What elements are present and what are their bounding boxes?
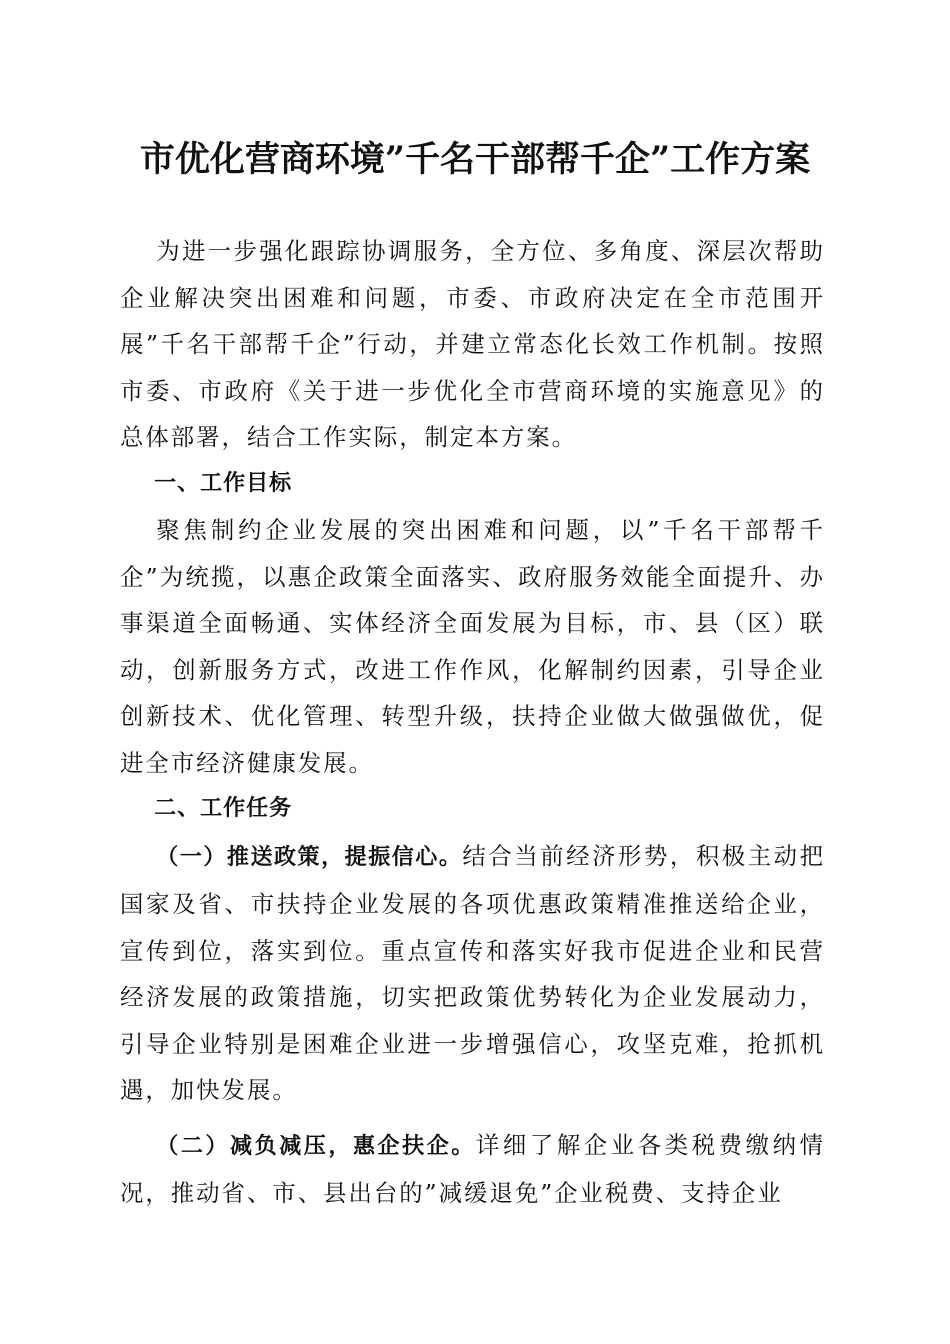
task-item-1-lead: （一）推送政策，提振信心。 — [156, 844, 463, 870]
task-item-2 — [120, 1122, 825, 1217]
document-body — [120, 228, 825, 1217]
task-item-2-text: 详细了解企业各类税费缴纳情况，推动省、市、县出台的”减缓退免”企业税费、支持企业 — [120, 1130, 825, 1207]
task-item-1 — [120, 833, 825, 1114]
section-heading-goals: 一、工作目标 — [154, 470, 293, 496]
section-heading-tasks: 二、工作任务 — [154, 796, 293, 821]
goals-paragraph: 聚焦制约企业发展的突出困难和问题，以”千名干部帮千企”为统揽，以惠企政策全面落实、政府服务效能全面提升、办事渠道全面畅通、实体经济全面发展为目标，市、县（区）联动，创新服务方式，改进工作作风，化解制约因素，引导企业创新技术、优化管理、转型升级，扶持企业做大做强做优，促进全市经济健康发展。 — [120, 516, 825, 777]
document-title: 市优化营商环境”千名干部帮千企”工作方案 — [139, 139, 811, 180]
intro-paragraph: 为进一步强化跟踪协调服务，全方位、多角度、深层次帮助企业解决突出困难和问题，市委、市政府决定在全市范围开展”千名干部帮千企”行动，并建立常态化长效工作机制。按照市委、市政府《关于进一步优化全市营商环境的实施意见》的总体部署，结合工作实际，制定本方案。 — [120, 237, 825, 451]
task-item-1-text: 结合当前经济形势，积极主动把国家及省、市扶持企业发展的各项优惠政策精准推送给企业，宣传到位，落实到位。重点宣传和落实好我市促进企业和民营经济发展的政策措施，切实把政策优势转化为企业发展动力，引导企业特别是困难企业进一步增强信心，攻坚克难，抢抓机遇，加快发展。 — [120, 841, 825, 1104]
task-item-2-lead: （二）减负减压，惠企扶企。 — [156, 1133, 476, 1159]
